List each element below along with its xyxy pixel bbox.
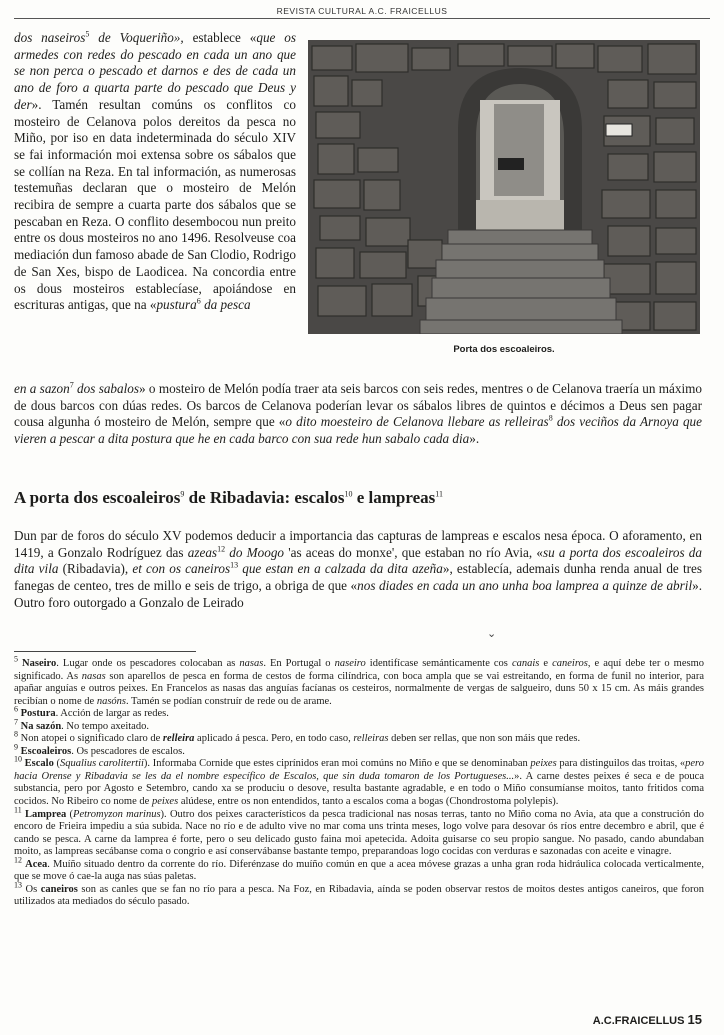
footnote-term: Na sazón [20,720,62,732]
intro-text: dos naseiros [14,30,86,45]
footnote-13 [14,880,704,909]
body-paragraph-2 [14,528,702,612]
cont-quote: o dito moesteiro de Celanova llebare as relleiras [285,414,549,430]
footnote-number: 7 [14,717,18,727]
footnote-number: 5 [14,654,18,664]
footnote-term: Acea [25,858,48,870]
footnote-term: Postura [20,708,56,720]
footnote-italic: Petromyzon marinus [73,808,161,820]
footnote-italic: caneiros [552,658,588,669]
page-number: 15 [687,1012,702,1027]
cont-text: » o mosteiro de Melón podía traer ata seis barcos con seis redes, mentres o de Celanova traería un máximo de dous barcos con dúas redes. Os barcos de Celanova poderían levar os sábalos libres de quintos e décimos a Deus sen pagar cousa algunha ó mosteiro de Melón, sempre que « [14,381,703,430]
footnote-term: Lamprea [25,808,67,820]
footnote-ref-7: 7 [69,380,74,390]
footnote-12 [14,855,704,884]
para-text: 'as aceas do monxe', que estaban no río Avia, « [284,544,543,560]
footnote-text: deben ser rellas, que non son máis que redes. [388,733,581,745]
footnote-10 [14,754,704,808]
footnote-text: . Tamén se podían construír de rede ou de arame. [126,695,332,707]
footnote-ref-5: 5 [85,29,90,39]
heading-text: A porta dos escoaleiros [14,488,181,507]
footnote-text: ( [66,808,74,820]
footnotes [14,654,705,909]
footnote-number: 10 [14,754,22,764]
para-text: (Ribadavia), [58,561,133,577]
footnote-text: . Lugar onde os pescadores colocaban as [56,658,240,669]
footnote-italic: relleira [162,733,195,745]
footnote-text: e [539,658,553,669]
footnote-text: . Os pescadores de escalos. [71,745,185,757]
para-text: Dun par de foros do século XV podemos deducir a importancia das capturas de lampreas e escalos nesa época. O aforamento, en 1419, a Gonzalo Rodríguez das [14,528,702,560]
footnote-text: son as canles que se fan no río para a pesca. Na Foz, en Ribadavia, aínda se poden observar restos de moitos destes antigos caneiros, que foron utilizados ata mediados do século pasado. [14,883,704,908]
intro-text: de Voqueriño», [89,30,184,45]
para-quote: do Moogo [225,544,285,560]
footnote-number: 9 [14,742,18,752]
footnote-term: Naseiro [22,658,57,669]
footnote-italic: Squalius carolitertii [59,758,144,770]
footnote-ref-9: 9 [180,489,185,499]
footnote-text: . No tempo axeitado. [61,720,149,732]
footnote-ref-10: 10 [344,489,353,499]
footnote-ref-13: 13 [230,561,239,571]
footnote-italic: relleiras [353,733,389,745]
footnote-ref-12: 12 [217,544,226,554]
footnote-term: Escalo [24,758,54,770]
footnote-italic: canais [511,658,540,669]
footnote-number: 12 [14,855,22,865]
footnote-text: ( [53,758,60,770]
footnote-8 [14,729,704,746]
footnote-text: Non atopei o significado claro de [20,733,163,745]
para-text: ». Outro foro outorgado a Gonzalo de Leirado [14,578,702,610]
footnote-9 [14,742,704,759]
intro-paragraph [14,30,296,314]
footnote-7 [14,717,704,734]
para-quote: nos diades en cada un ano unha boa lamprea a quinze de abril [357,578,693,594]
footnote-text: alúdese, entre os non entendidos, tanto a escalos coma a bogas (Chondrostoma polylepis). [178,796,559,808]
journal-header: REVISTA CULTURAL A.C. FRAICELLUS [14,6,710,19]
footnote-6 [14,704,704,721]
footnote-text: . Muíño situado dentro da corrente do río. Diferénzase do muíño común en que a acea móvese grazas a unha gran roda hidráulica colocada verticalmente, que se move ó cae-la auga nas súas paletas. [14,858,704,883]
para-text: », establecía, ademais dunha renda anual de tres fanegas de centeo, tres de millo e seis de trigo, a obriga de que « [14,561,702,594]
footnote-text: ). Outro dos peixes característicos da pesca tradicional nas nosas terras, tanto no Miño coma no Avia, ata que a construción do encoro de Frieira impediu a súa subida. Nace no río e de adulto vive no mar coma uns trinta meses, logo volve para desovar ós ríos entre decembro e abril, que é cando se pesca. A carne da lamprea é forte, pero o seu delicado gusto faina moi apetecida. Adoita guisarse co seu propio sangue. No pasado, cando abundaban moito, as lampreas secábanse coma o congrio e así conservábanse bastante tempo, preparandoas logo cocidas con verduras e sazonadas con aceite e vinagre. [14,808,705,858]
photo-stone-gateway [308,40,700,334]
footnote-italic: peixes [530,758,557,770]
footnote-text: ). Informaba Cornide que estes ciprínidos eran moi comúns no Miño e que se denominaban [143,758,531,770]
footnote-5 [14,654,704,708]
footnote-italic: naseiro [334,658,366,669]
para-quote: azeas [187,544,218,560]
footnote-11 [14,805,705,859]
footer-org: A.C.FRAICELLUS [592,1015,685,1027]
para-quote: et con os caneiros [132,561,231,577]
heading-text: e lampreas [352,488,436,507]
footnote-ref-11: 11 [435,489,443,499]
footnote-ref-8: 8 [548,414,553,424]
continue-marker-icon: ⌄ [487,628,497,640]
intro-quote: da pesca [200,297,251,313]
continuation-paragraph [14,381,702,448]
para-quote: que estan en a calzada da dita azeña [238,561,443,577]
footnote-number: 13 [14,880,22,890]
gateway-image [308,40,700,334]
cont-text: ». [469,431,480,447]
footnote-text: aplicado á pesca. Pero, en todo caso, [194,733,354,745]
footnote-term: Escoaleiros [20,745,72,757]
footnote-divider [14,651,196,652]
page-footer [593,1012,702,1027]
footnote-term: caneiros [40,883,78,895]
footnote-text: . Acción de largar as redes. [55,708,169,720]
footnote-number: 11 [14,805,22,815]
footnote-number: 8 [14,729,18,739]
intro-quote: pustura [156,297,197,313]
cont-quote: dos veciños da Arnoya que vieren a pescar a dita postura que he en cada barco con sua rede hun sabalo cada dia [14,414,702,447]
cont-quote: en a sazon [14,381,70,396]
intro-text: ». Tamén resultan comúns os conflitos co mosteiro de Celanova polos dereitos da pesca no Miño, por iso en data indeterminada do século XIV se fai información moi extensa sobre os sábalos que se collían na Reza. En tal información, as numerosas testemuñas declaran que o mosteiro de Melón recibira de sempre a cuarta parte dos sábalos que se pescaban en Reza. O conflito desembocou nun preito entre os dous mosteiros no ano 1496. Resolveuse coa mediación dun famoso abade de San Clodio, Rodrigo de San Xes, bispo de Laodicea. Na concordia entre os dous mosteiros establecíase, apoiándose en escrituras antigas, que na « [14,96,297,313]
footnote-text: Os [22,883,41,895]
footnote-italic: pero hacia Orense y Ribadavia se les da el nombre específico de Escalos, que sin duda tomaron de los Portugueses... [14,758,704,782]
cont-quote: dos sabalos [73,381,140,396]
intro-text: establece « [183,30,257,45]
section-heading [14,488,443,508]
heading-text: de Ribadavia: escalos [184,488,345,507]
footnote-text: , e aquí debe ter o mesmo significado. As [14,658,704,682]
photo-caption: Porta dos escoaleiros. [453,344,555,355]
footnote-text: identifícase semánticamente cos [365,658,512,669]
footnote-text: . En Portugal o [263,658,335,669]
footnote-text: ». A carne destes peixes é seca e de pouca substancia, pero por Agosto e Setembro, cando xa se produciu o desove, resulta bastante agradable, e en todo o Miño consumíanse moitos, tanto fritidos coma cocidos. No Ribeiro co nome de [14,770,704,808]
footnote-italic: peixes [151,796,179,808]
intro-quote: que os armedes con redes do pescado en cada un ano que se non perca o pescado et darnos e des de cada un ano de foro a quarta parte do pescado que Deus y der [14,30,296,112]
footnote-text: son aparellos de pesca en forma de cestos de forma cilíndrica, con boca ampla que se vai estreitando, en forma de funil no interior, para apañar anguías e outros peixes. En Francelos as nasas das anguías facíanas os cesteiros, normalmente de vergas de salgueiro, duns 50 x 15 cm. As máis grandes recibían o nome de [14,670,704,707]
footnote-text: para distinguilos das troitas, « [556,758,686,770]
footnote-italic: nasas [239,658,264,669]
footnote-italic: nasas [81,670,106,682]
footnote-italic: nasóns [96,695,126,707]
para-quote: su a porta dos escoaleiros da dita vila [14,544,702,577]
footnote-ref-6: 6 [196,296,201,306]
footnote-number: 6 [14,704,18,714]
